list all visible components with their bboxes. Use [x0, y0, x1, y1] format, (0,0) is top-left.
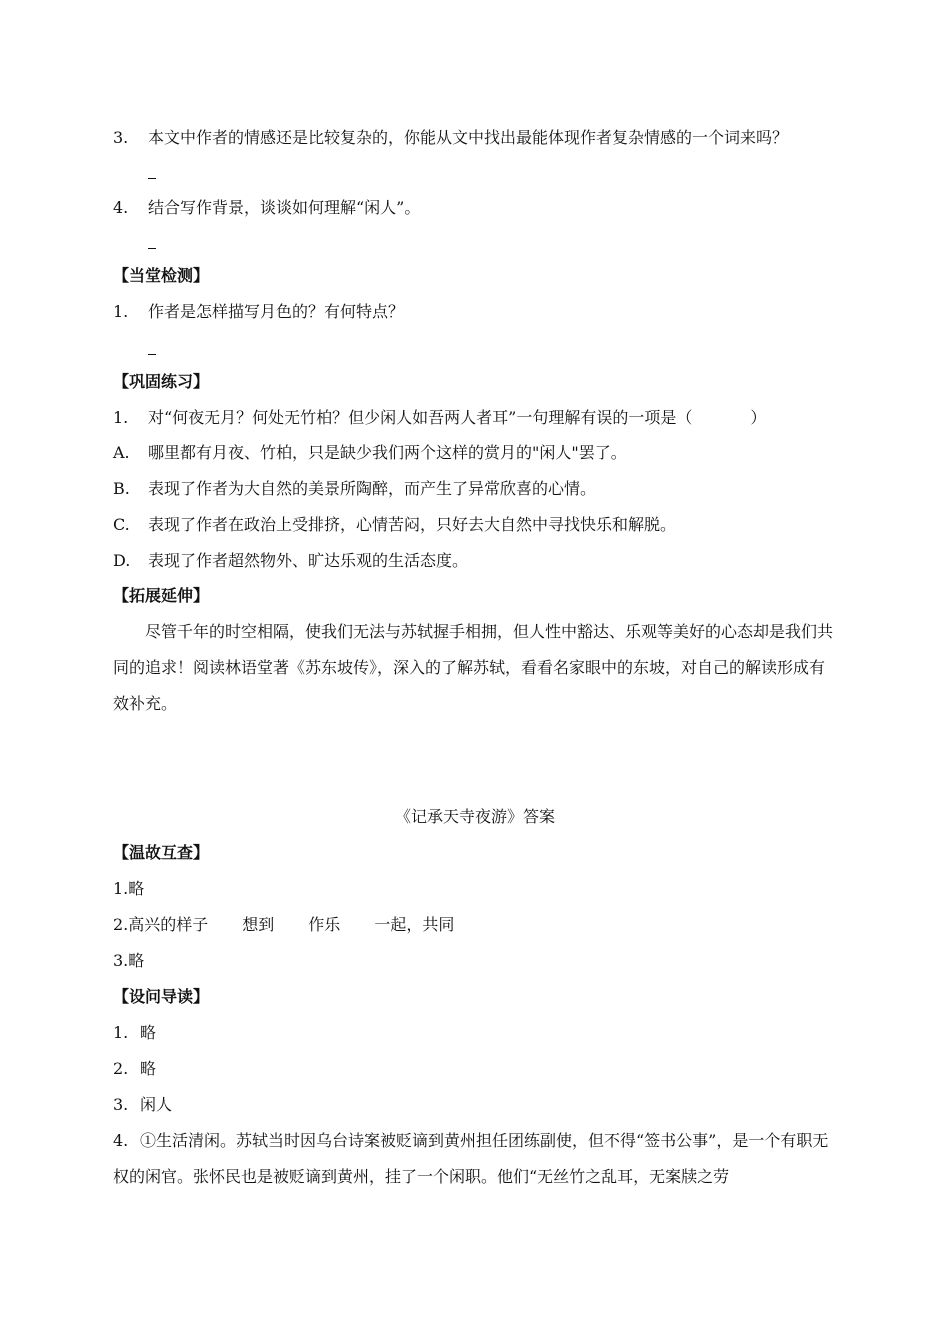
option-label: A.: [113, 443, 130, 462]
answer-text: 略: [140, 1023, 157, 1042]
answer-number: 4.: [113, 1131, 129, 1150]
answer-blank[interactable]: [148, 353, 156, 355]
option-label: B.: [113, 479, 130, 498]
review-answer-1: 1.略: [113, 879, 145, 898]
question-number: 1.: [113, 408, 129, 427]
answer-text: 略: [140, 1059, 157, 1078]
option-a: [113, 443, 627, 463]
question-number: 4.: [113, 198, 129, 217]
option-d: [113, 551, 468, 571]
question-text: 对“何夜无月？何处无竹柏？但少闲人如吾两人者耳”一句理解有误的一项是（: [148, 408, 693, 427]
question-text: 结合写作背景，谈谈如何理解“闲人”。: [148, 198, 421, 217]
answer-item: 一起，共同: [374, 915, 455, 934]
answer-item: 作乐: [308, 915, 341, 934]
answers-title: 《记承天寺夜游》答案: [394, 807, 555, 826]
section-heading-check: 【当堂检测】: [113, 266, 210, 285]
guide-answer-1: [113, 1023, 156, 1043]
practice-question-1: [113, 408, 766, 428]
answer-number: 3.: [113, 1095, 129, 1114]
check-question-1: [113, 302, 404, 322]
answer-text: 闲人: [140, 1095, 173, 1114]
option-c: [113, 515, 676, 535]
guide-answer-2: [113, 1059, 156, 1079]
answer-number: 1.: [113, 1023, 129, 1042]
question-3: [113, 128, 788, 148]
guide-answer-4: [113, 1123, 839, 1195]
section-heading-practice: 【巩固练习】: [113, 372, 210, 391]
question-text: 作者是怎样描写月色的？有何特点？: [148, 302, 405, 321]
section-heading-review: 【温故互查】: [113, 843, 210, 862]
review-answer-3: 3.略: [113, 951, 145, 970]
question-number: 3.: [113, 128, 129, 147]
option-label: C.: [113, 515, 130, 534]
section-heading-guide: 【设问导读】: [113, 987, 210, 1006]
option-text: 表现了作者超然物外、旷达乐观的生活态度。: [148, 551, 469, 570]
answer-text: ①生活清闲。苏轼当时因乌台诗案被贬谪到黄州担任团练副使，但不得“签书公事”，是一个有职无权的闲官。张怀民也是被贬谪到黄州，挂了一个闲职。他们“无丝竹之乱耳，无案牍之劳: [113, 1131, 829, 1186]
section-heading-extend: 【拓展延伸】: [113, 586, 210, 605]
option-text: 表现了作者在政治上受排挤，心情苦闷，只好去大自然中寻找快乐和解脱。: [148, 515, 677, 534]
answer-item: 想到: [242, 915, 275, 934]
option-b: [113, 479, 596, 499]
answer-number: 2.: [113, 1059, 129, 1078]
paren-close: ）: [750, 408, 767, 427]
answer-number: 2.: [113, 915, 129, 934]
option-text: 表现了作者为大自然的美景所陶醉，而产生了异常欣喜的心情。: [148, 479, 597, 498]
option-label: D.: [113, 551, 131, 570]
question-text: 本文中作者的情感还是比较复杂的，你能从文中找出最能体现作者复杂情感的一个词来吗？: [148, 128, 789, 147]
guide-answer-3: [113, 1095, 172, 1115]
question-4: [113, 198, 420, 218]
extend-paragraph: 尽管千年的时空相隔，使我们无法与苏轼握手相拥，但人性中豁达、乐观等美好的心态却是我们共同的追求！阅读林语堂著《苏东坡传》，深入的了解苏轼，看看名家眼中的东坡，对自己的解读形成有效补充。: [113, 622, 834, 713]
answer-item: 高兴的样子: [128, 915, 209, 934]
answer-blank[interactable]: [148, 177, 156, 179]
option-text: 哪里都有月夜、竹柏，只是缺少我们两个这样的赏月的"闲人"罢了。: [148, 443, 627, 462]
review-answer-2: [113, 915, 454, 935]
answer-blank[interactable]: [148, 247, 156, 249]
question-number: 1.: [113, 302, 129, 321]
